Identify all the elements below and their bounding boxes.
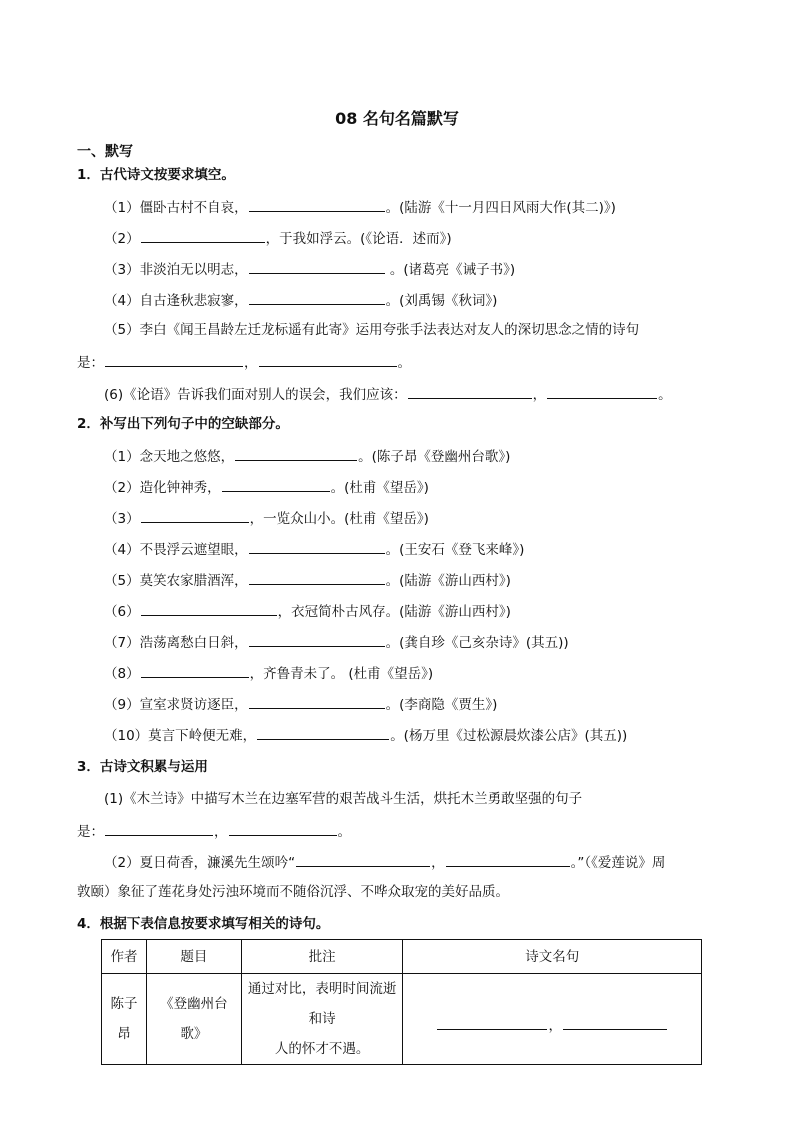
q2-item-text: （8）: [104, 666, 140, 682]
separator: ，: [214, 824, 228, 840]
q2-item-text: （5）莫笑农家腊酒浑，: [104, 573, 248, 589]
cell-verse: [403, 974, 702, 1065]
answer-blank[interactable]: [235, 446, 357, 461]
q2-item-source: 。(杜甫《望岳》): [330, 480, 429, 496]
q2-item-text: （3）: [104, 511, 140, 527]
cell-author: [102, 974, 147, 1065]
q2-item: [104, 663, 433, 683]
answer-blank[interactable]: [547, 384, 657, 399]
q2-item: [104, 725, 627, 745]
header-note: 批注: [241, 940, 403, 974]
answer-blank[interactable]: [249, 632, 385, 647]
answer-blank[interactable]: [105, 352, 243, 367]
cell-note-line2: 人的怀才不遇。: [274, 1041, 370, 1057]
period: 。: [658, 387, 672, 403]
poem-info-table: [101, 939, 702, 1065]
q1-item-5-prefix: 是：: [77, 355, 104, 371]
answer-blank[interactable]: [249, 197, 385, 212]
header-author: 作者: [102, 940, 147, 974]
answer-blank[interactable]: [437, 1015, 547, 1030]
q3-item-2-line1: [104, 852, 665, 872]
period: 。: [337, 824, 351, 840]
q2-item: [104, 632, 569, 652]
q3-item-2-source: 。”（《爱莲说》周: [570, 855, 666, 871]
q2-item-text: （2）造化钟神秀，: [104, 480, 221, 496]
separator: ，: [431, 855, 445, 871]
answer-blank[interactable]: [249, 290, 385, 305]
answer-blank[interactable]: [141, 228, 265, 243]
q2-item: [104, 694, 497, 714]
q2-item-source: 。(李商隐《贾生》): [385, 697, 498, 713]
q1-item-3-source: 。(诸葛亮《诫子书》): [385, 262, 516, 278]
q2-item-text: （6）: [104, 604, 140, 620]
cell-note-line1: 通过对比，表明时间流逝和诗: [247, 981, 397, 1027]
q2-item-text: （1）念天地之悠悠，: [104, 449, 235, 465]
q2-item-text: （9）宣室求贤访逐臣，: [104, 697, 248, 713]
answer-blank[interactable]: [257, 725, 389, 740]
cell-author-line1: 陈子: [110, 996, 138, 1012]
q1-item-6-text: (6)《论语》告诉我们面对别人的误会，我们应该：: [104, 387, 407, 403]
q2-item-source: 。(陈子昂《登幽州台歌》): [358, 449, 511, 465]
cell-title-line1: 《登幽州台: [160, 996, 228, 1012]
answer-blank[interactable]: [249, 259, 385, 274]
q3-item-2-line2: 敦颐）象征了莲花身处污浊环境而不随俗沉浮、不哗众取宠的美好品质。: [77, 884, 509, 900]
q1-item-4-source: 。(刘禹锡《秋词》): [385, 293, 498, 309]
q2-item-source: ，齐鲁青未了。 (杜甫《望岳》): [249, 666, 434, 682]
q3-item-1-line1: (1)《木兰诗》中描写木兰在边塞军营的艰苦战斗生活，烘托木兰勇敢坚强的句子: [104, 791, 583, 807]
q3-item-1-prefix: 是：: [77, 824, 104, 840]
answer-blank[interactable]: [141, 508, 249, 523]
q1-item-1: [104, 197, 616, 217]
q2-item: [104, 539, 524, 559]
cell-note: [241, 974, 403, 1065]
separator: ，: [532, 387, 547, 403]
q2-item-source: ，衣冠简朴古风存。(陆游《游山西村》): [277, 604, 511, 620]
q1-item-4: [104, 290, 497, 310]
answer-blank[interactable]: [408, 384, 532, 399]
answer-blank[interactable]: [249, 570, 385, 585]
q2-item-source: 。(龚自珍《己亥杂诗》(其五)): [385, 635, 569, 651]
answer-blank[interactable]: [141, 601, 277, 616]
header-title: 题目: [146, 940, 241, 974]
q3-item-1-line2: [77, 821, 351, 841]
period: 。: [397, 355, 411, 371]
q2-item: [104, 508, 429, 528]
q1-stem: 1．古代诗文按要求填空。: [77, 167, 235, 183]
cell-title-line2: 歌》: [180, 1026, 208, 1042]
answer-blank[interactable]: [229, 821, 337, 836]
q2-item-source: 。(王安石《登飞来峰》): [385, 542, 525, 558]
q1-item-3-text: （3）非淡泊无以明志，: [104, 262, 248, 278]
q2-item-source: 。(杨万里《过松源晨炊漆公店》(其五)): [390, 728, 628, 744]
q2-item: [104, 477, 429, 497]
answer-blank[interactable]: [249, 539, 385, 554]
q2-stem: 2．补写出下列句子中的空缺部分。: [77, 416, 289, 432]
table-header-row: [102, 940, 702, 974]
q1-item-1-source: 。(陆游《十一月四日风雨大作(其二)》): [385, 200, 616, 216]
q3-stem: 3．古诗文积累与运用: [77, 759, 208, 775]
q2-item-source: ，一览众山小。(杜甫《望岳》): [249, 511, 429, 527]
section-heading: 一、默写: [77, 144, 133, 160]
cell-title: [146, 974, 241, 1065]
q1-item-6: [104, 384, 672, 404]
answer-blank[interactable]: [141, 663, 249, 678]
q4-stem: 4．根据下表信息按要求填写相关的诗句。: [77, 916, 330, 932]
q2-item-text: （7）浩荡离愁白日斜，: [104, 635, 248, 651]
cell-author-line2: 昂: [117, 1026, 131, 1042]
q1-item-3: [104, 259, 515, 279]
q2-item-text: （4）不畏浮云遮望眼，: [104, 542, 248, 558]
answer-blank[interactable]: [259, 352, 397, 367]
page-title: 08 名句名篇默写: [335, 109, 459, 128]
answer-blank[interactable]: [222, 477, 330, 492]
q1-item-2: [104, 228, 452, 248]
separator: ，: [548, 1018, 562, 1034]
q2-item-text: （10）莫言下岭便无难，: [104, 728, 257, 744]
table-row: [102, 974, 702, 1065]
answer-blank[interactable]: [446, 852, 570, 867]
separator: ，: [244, 355, 258, 371]
q2-item: [104, 601, 511, 621]
q1-item-5-line2: [77, 352, 411, 372]
q1-item-4-text: （4）自古逢秋悲寂寥，: [104, 293, 248, 309]
q2-item-source: 。(陆游《游山西村》): [385, 573, 511, 589]
header-verse: 诗文名句: [403, 940, 702, 974]
q2-item: [104, 570, 511, 590]
answer-blank[interactable]: [249, 694, 385, 709]
q1-item-5-line1: （5）李白《闻王昌龄左迁龙标遥有此寄》运用夸张手法表达对友人的深切思念之情的诗句: [104, 322, 640, 338]
answer-blank[interactable]: [105, 821, 213, 836]
q3-item-2-text: （2）夏日荷香，濂溪先生颂吟“: [104, 855, 296, 871]
q1-item-2-source: ，于我如浮云。(《论语．述而》): [265, 231, 452, 247]
q2-item: [104, 446, 510, 466]
answer-blank[interactable]: [563, 1015, 667, 1030]
q1-item-1-text: （1）僵卧古村不自哀，: [104, 200, 248, 216]
answer-blank[interactable]: [296, 852, 430, 867]
q1-item-2-text: （2）: [104, 231, 140, 247]
